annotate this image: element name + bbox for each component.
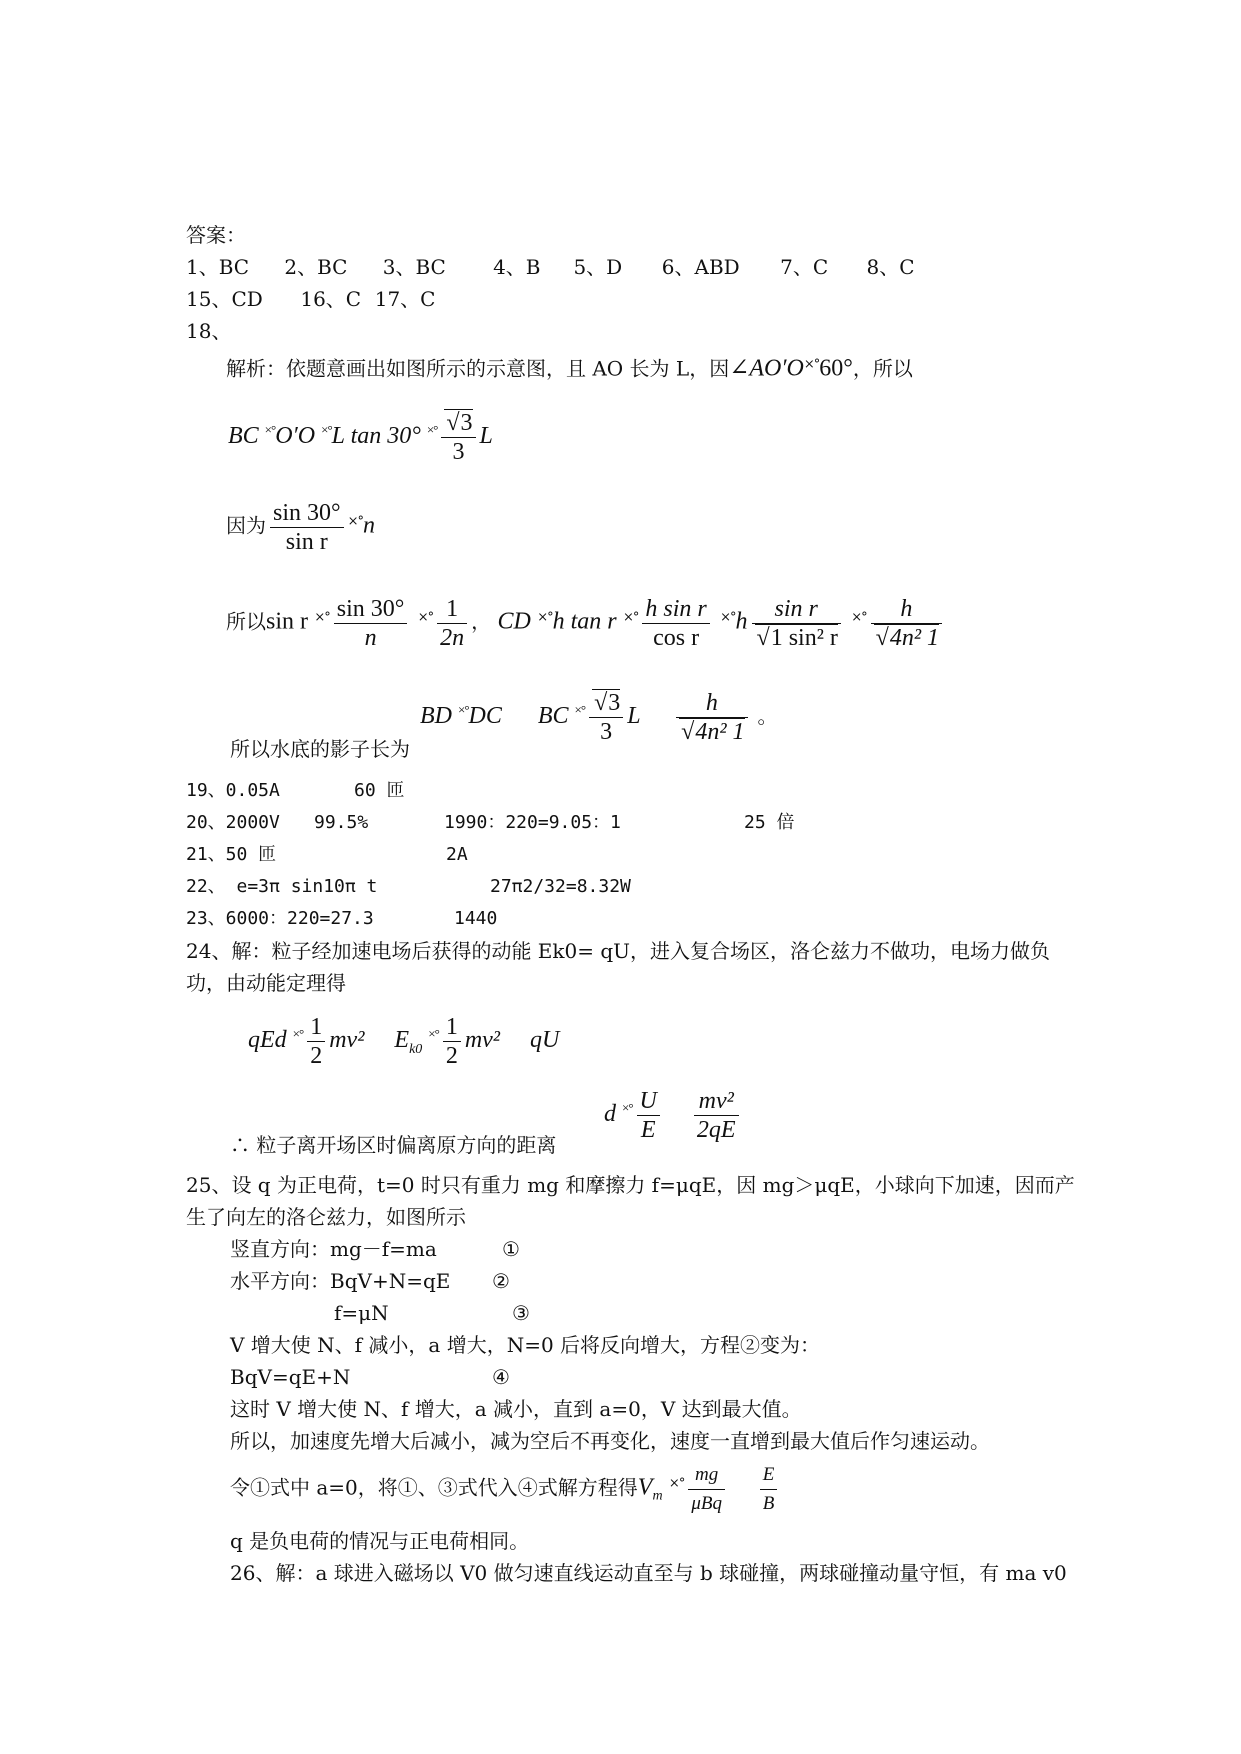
mc-row-1 (186, 254, 915, 280)
q23-answer: 1440 (454, 908, 498, 929)
q25-vm: V (637, 1474, 653, 1501)
numerator: sin 30° (270, 499, 344, 528)
mc-answer: 15、CD (186, 287, 263, 311)
q25-line-1: 25、设 q 为正电荷，t=0 时只有重力 mg 和摩擦力 f=μqE，因 mg＞μqE，小球向下加速，因而产 (186, 1173, 1075, 1197)
q19-answer: 19、0.05A (186, 780, 280, 801)
fraction (676, 689, 747, 746)
fraction (437, 595, 467, 652)
q18-oo: O′O (275, 423, 316, 449)
denominator: 3 (600, 718, 613, 745)
q25-eq3-text: f=μN (334, 1301, 389, 1325)
fraction (441, 409, 475, 466)
denominator: 2qE (696, 1116, 736, 1143)
denominator: 2 (445, 1042, 458, 1069)
q24-line-2: 功，由动能定理得 (186, 971, 346, 995)
fraction (443, 1013, 461, 1070)
numerator: sin 30° (334, 595, 408, 624)
q25-m-sub: m (652, 1488, 663, 1504)
fraction (334, 595, 408, 652)
q21-line (186, 842, 468, 868)
fraction (270, 499, 344, 556)
q18-intro-text: 解析：依题意画出如图所示的示意图，且 AO 长为 L，因 (226, 356, 730, 381)
q25-eq1-num: ① (502, 1237, 520, 1261)
equals-glyph-icon: ×° (264, 422, 276, 437)
numerator: sin r (752, 595, 841, 624)
mc-answer: 5、D (573, 255, 623, 279)
q25-eq3-num: ③ (512, 1301, 530, 1325)
q25-eq2-text: 水平方向：BqV+N=qE (230, 1269, 451, 1293)
sqrt-expr: √ 1 sin² r (755, 624, 838, 651)
q18-bd: BD (420, 703, 452, 729)
q24-mv2: mv² (464, 1027, 500, 1053)
denominator: 3 (452, 438, 465, 465)
q18-sinr-line: 所以sin r ×° $\frac{\sin 30^\circ}{n}$ ×° $\frac{1}{2n}$ ， CD ×°h tan r ×° $\frac{\text{h sin r}}{\text{cos r}}$ ×°h sin r √ 1 sin² r ×° h √ 4n² 1 (226, 586, 946, 656)
denominator: sin r (285, 528, 328, 555)
q20-answer: 1990：220=9.05：1 (444, 812, 621, 833)
mc-answer: 17、C (374, 287, 436, 311)
denominator: B (762, 1492, 775, 1514)
equals-glyph-icon: ×° (668, 1476, 685, 1491)
q18-bc: BC (228, 423, 259, 449)
q25-eq1-text: 竖直方向：mg－f=ma (230, 1237, 437, 1261)
q24-conclusion: ∴ 粒子离开场区时偏离原方向的距离 (230, 1133, 557, 1157)
numerator: E (760, 1461, 778, 1490)
fraction (871, 595, 942, 652)
q19-answer: 60 匝 (354, 780, 405, 801)
equals-glyph-icon: ×° (426, 422, 438, 437)
q18-ltan: L tan 30° (331, 423, 421, 449)
q25-line-v: V 增大使 N、f 减小，a 增大，N=0 后将反向增大，方程②变为： (230, 1333, 821, 1357)
equals-glyph-icon: ×° (851, 610, 867, 625)
q18-n: n (363, 512, 376, 539)
numerator: mg (688, 1461, 725, 1490)
denominator: 2n (440, 624, 465, 651)
q22-answer: 22、 e=3π sin10π t (186, 876, 378, 897)
q18-cd: CD (497, 608, 531, 635)
denominator: E (640, 1116, 656, 1143)
fraction (642, 595, 709, 652)
equals-glyph-icon: ×° (292, 1026, 304, 1041)
q24-qu: qU (530, 1027, 560, 1053)
q24-energy-equation (248, 1004, 559, 1068)
q18-intro (226, 352, 913, 382)
q25-vm-line (230, 1454, 781, 1518)
q23-line (186, 906, 497, 932)
answers-title: 答案： (186, 223, 246, 247)
q24-mv2: mv² (329, 1027, 365, 1053)
equals-glyph-icon: ×° (347, 514, 364, 529)
sqrt-3: √ 3 (592, 689, 620, 716)
equals-glyph-icon: ×° (574, 702, 586, 717)
denominator: μBq (691, 1492, 722, 1514)
numerator: mv² (694, 1087, 739, 1116)
equals-glyph-icon: ×° (720, 610, 736, 625)
q20-line (186, 810, 795, 836)
fraction (694, 1087, 739, 1144)
q18-bd-equation (420, 680, 778, 744)
q24-line-1: 24、解：粒子经加速电场后获得的动能 Ek0= qU，进入复合场区，洛仑兹力不做功，电场力做负 (186, 939, 1051, 963)
q25-eq4 (230, 1364, 510, 1390)
q24-d: d (604, 1101, 616, 1127)
numerator: 1 (443, 1013, 461, 1042)
mc-answer: 3、BC (382, 255, 446, 279)
sqrt-3: √ 3 (444, 409, 472, 436)
q23-answer: 23、6000：220=27.3 (186, 908, 374, 929)
q18-h: h (735, 608, 748, 635)
q18-intro-end: ，所以 (852, 356, 913, 381)
fraction (637, 1087, 660, 1144)
fraction (760, 1461, 778, 1518)
q25-eq3 (334, 1300, 530, 1326)
q25-eq2 (230, 1268, 510, 1294)
denominator: 2 (310, 1042, 323, 1069)
equals-glyph-icon: ×° (321, 422, 332, 437)
q22-line (186, 874, 631, 900)
q18-so-label: 所以 (226, 609, 266, 634)
q24-qed: qEd (248, 1027, 287, 1053)
q18-L: L (627, 703, 641, 729)
q25-line-so: 所以，加速度先增大后减小，减为空后不再变化，速度一直增到最大值后作匀速运动。 (230, 1429, 990, 1453)
q18-bc-equation (228, 400, 493, 464)
fraction (307, 1013, 325, 1070)
q21-answer: 2A (446, 844, 468, 865)
equals-glyph-icon: ×° (314, 610, 330, 625)
mc-answer: 16、C (300, 287, 362, 311)
q18-because (226, 492, 375, 556)
q18-L: L (479, 423, 493, 449)
numerator: 1 (307, 1013, 325, 1042)
numerator: h sin r (642, 595, 709, 624)
q18-because-label: 因为 (226, 513, 266, 538)
denominator: n (364, 624, 377, 651)
q20-answer: 99.5% (314, 812, 369, 833)
q24-distance-equation (604, 1078, 743, 1142)
q24-ek0: E (394, 1027, 410, 1053)
equals-glyph-icon: ×° (428, 1026, 439, 1041)
q18-bc2: BC (537, 703, 569, 729)
sqrt-expr: √ 4n² 1 (874, 624, 939, 651)
numerator: 1 (437, 595, 467, 624)
mc-answer: 4、B (493, 255, 541, 279)
mc-answer: 6、ABD (661, 255, 740, 279)
q25-eq4-num: ④ (492, 1365, 510, 1389)
q25-negative: q 是负电荷的情况与正电荷相同。 (230, 1529, 530, 1553)
mc-answer: 2、BC (284, 255, 348, 279)
equals-glyph-icon: ×° (537, 610, 553, 625)
q18-sinr: sin r (266, 608, 308, 635)
q26-line-1: 26、解：a 球进入磁场以 V0 做匀速直线运动直至与 b 球碰撞，两球碰撞动量守恒，有 ma v0 (230, 1561, 1067, 1585)
equals-glyph-icon: ×° (458, 702, 469, 717)
q25-eq4-text: BqV=qE+N (230, 1365, 351, 1389)
numerator: U (637, 1087, 660, 1116)
fraction (589, 689, 623, 746)
q18-shadow-text: 所以水底的影子长为 (230, 737, 410, 761)
sqrt-expr: √ 4n² 1 (679, 718, 744, 745)
q20-answer: 20、2000V (186, 812, 280, 833)
denominator: cos r (653, 624, 700, 651)
q18-angle: ∠AO′O (729, 355, 804, 382)
mc-answer: 1、BC (186, 255, 250, 279)
mc-answer: 8、C (866, 255, 915, 279)
equals-glyph-icon: ×° (622, 610, 639, 625)
equals-glyph-icon: ×° (622, 1100, 633, 1115)
q25-eq2-num: ② (492, 1269, 510, 1293)
q18-label: 18、 (186, 319, 232, 343)
numerator: h (871, 595, 942, 624)
fraction (688, 1461, 725, 1518)
q18-dc: DC (468, 703, 502, 729)
q22-answer: 27π2/32=8.32W (490, 876, 631, 897)
equals-glyph-icon: ×° (417, 610, 434, 625)
equals-glyph-icon: ×° (803, 357, 820, 372)
end-mark: 。 (757, 706, 778, 728)
q24-k0-sub: k0 (409, 1041, 423, 1057)
q18-htanr: h tan r (552, 608, 617, 635)
fraction (752, 595, 841, 652)
q25-eq1 (230, 1236, 520, 1262)
mc-row-2 (186, 286, 435, 312)
q25-let-text: 令①式中 a=0，将①、③式代入④式解方程得 (230, 1475, 638, 1500)
numerator: h (676, 689, 747, 718)
mc-answer: 7、C (780, 255, 829, 279)
q25-line-then: 这时 V 增大使 N、f 增大，a 减小，直到 a=0，V 达到最大值。 (230, 1397, 802, 1421)
q21-answer: 21、50 匝 (186, 844, 277, 865)
q18-angle-value: 60° (819, 355, 853, 382)
q19-line (186, 778, 405, 804)
q25-line-2: 生了向左的洛仑兹力，如图所示 (186, 1205, 466, 1229)
q20-answer: 25 倍 (744, 812, 795, 833)
